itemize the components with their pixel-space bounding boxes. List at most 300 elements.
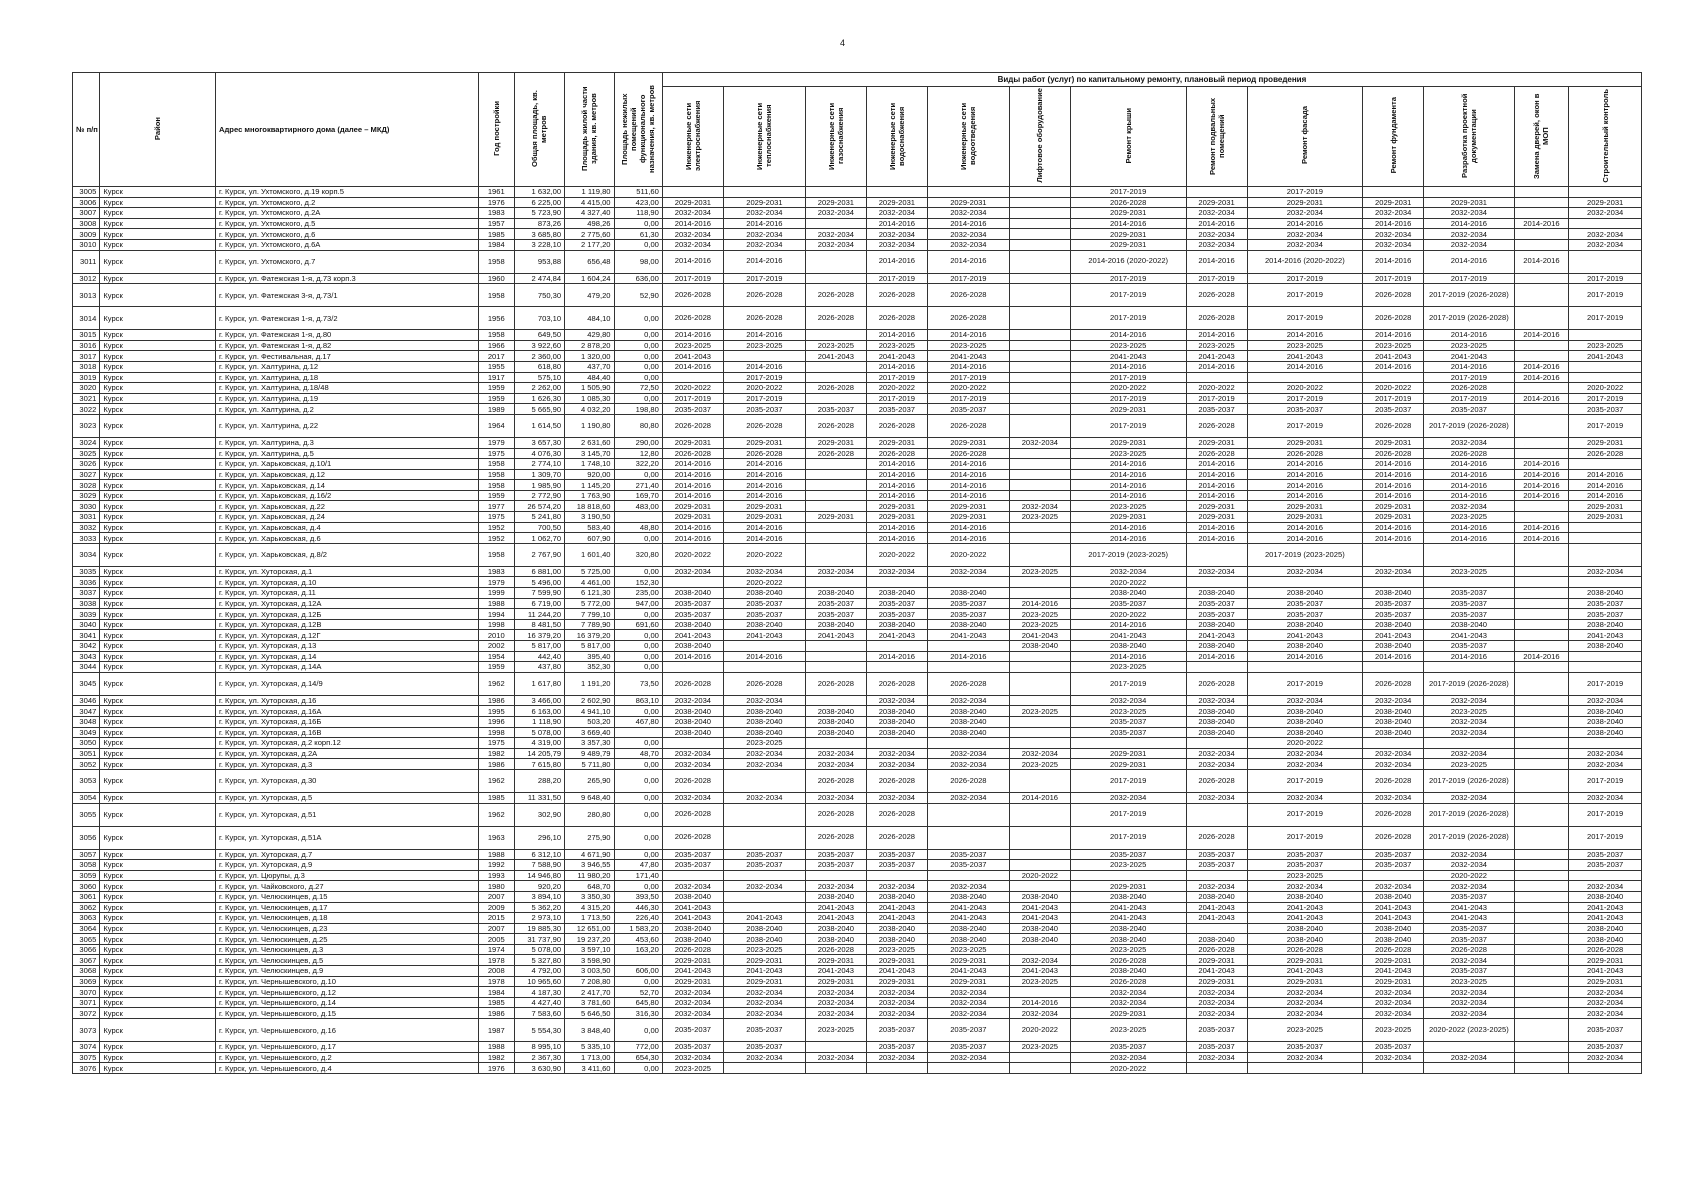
cell-work-6: 2032-2034 <box>1070 695 1186 706</box>
cell-num: 3010 <box>73 239 100 250</box>
cell-work-2: 2038-2040 <box>805 588 866 599</box>
cell-work-8: 2035-2037 <box>1247 598 1363 609</box>
cell-total-area: 5 362,20 <box>514 902 564 913</box>
cell-work-11 <box>1514 1063 1569 1074</box>
cell-work-7: 2041-2043 <box>1186 902 1247 913</box>
cell-nonliving-area: 271,40 <box>614 480 662 491</box>
cell-work-1 <box>723 769 805 792</box>
cell-work-7: 2032-2034 <box>1186 881 1247 892</box>
header-district: Район <box>100 73 216 187</box>
cell-living-area: 1 505,90 <box>565 383 614 394</box>
cell-living-area: 7 789,90 <box>565 619 614 630</box>
cell-work-9: 2023-2025 <box>1363 340 1424 351</box>
cell-num: 3019 <box>73 372 100 383</box>
cell-living-area: 3 946,55 <box>565 860 614 871</box>
cell-work-10: 2032-2034 <box>1424 437 1514 448</box>
cell-work-6: 2014-2016 <box>1070 361 1186 372</box>
cell-work-0: 2017-2019 <box>662 273 723 284</box>
cell-work-0 <box>662 870 723 881</box>
cell-total-area: 10 965,60 <box>514 976 564 987</box>
cell-work-3: 2038-2040 <box>866 891 927 902</box>
cell-work-5: 2014-2016 <box>1009 792 1070 803</box>
cell-work-4: 2014-2016 <box>927 250 1009 273</box>
table-row <box>73 619 1642 630</box>
cell-living-area: 395,40 <box>565 651 614 662</box>
cell-num: 3057 <box>73 849 100 860</box>
cell-work-12: 2041-2043 <box>1569 630 1642 641</box>
cell-work-8: 2032-2034 <box>1247 566 1363 577</box>
cell-address: г. Курск, ул. Ухтомского, д.2А <box>216 208 479 219</box>
cell-living-area: 479,20 <box>565 284 614 307</box>
cell-work-4: 2035-2037 <box>927 860 1009 871</box>
cell-year: 1978 <box>478 976 514 987</box>
cell-work-1 <box>723 891 805 902</box>
table-row <box>73 881 1642 892</box>
table-row <box>73 609 1642 620</box>
cell-work-11 <box>1514 976 1569 987</box>
cell-work-6: 2035-2037 <box>1070 849 1186 860</box>
cell-work-12 <box>1569 577 1642 588</box>
cell-district: Курск <box>100 672 216 695</box>
cell-year: 1988 <box>478 1042 514 1053</box>
cell-work-12: 2038-2040 <box>1569 891 1642 902</box>
cell-work-10: 2032-2034 <box>1424 208 1514 219</box>
cell-work-2 <box>805 651 866 662</box>
cell-work-6: 2020-2022 <box>1070 609 1186 620</box>
cell-work-10: 2023-2025 <box>1424 566 1514 577</box>
cell-work-2: 2041-2043 <box>805 351 866 362</box>
cell-work-0: 2017-2019 <box>662 393 723 404</box>
table-row <box>73 891 1642 902</box>
cell-work-2: 2032-2034 <box>805 759 866 770</box>
cell-address: г. Курск, ул. Челюскинцев, д.17 <box>216 902 479 913</box>
cell-work-3: 2035-2037 <box>866 609 927 620</box>
cell-work-12: 2032-2034 <box>1569 208 1642 219</box>
cell-work-12: 2014-2016 <box>1569 480 1642 491</box>
cell-work-12: 2032-2034 <box>1569 792 1642 803</box>
cell-district: Курск <box>100 987 216 998</box>
cell-work-12 <box>1569 361 1642 372</box>
cell-work-11 <box>1514 273 1569 284</box>
cell-district: Курск <box>100 208 216 219</box>
cell-work-6: 2029-2031 <box>1070 1008 1186 1019</box>
cell-work-2: 2029-2031 <box>805 976 866 987</box>
cell-work-6: 2020-2022 <box>1070 383 1186 394</box>
cell-work-0: 2014-2016 <box>662 469 723 480</box>
cell-work-3: 2020-2022 <box>866 383 927 394</box>
cell-address: г. Курск, ул. Хуторская, д.5 <box>216 792 479 803</box>
cell-work-2: 2041-2043 <box>805 630 866 641</box>
cell-address: г. Курск, ул. Харьковская, д.8/2 <box>216 543 479 566</box>
cell-work-1: 2029-2031 <box>723 437 805 448</box>
cell-work-9: 2026-2028 <box>1363 944 1424 955</box>
cell-work-11 <box>1514 997 1569 1008</box>
cell-work-9: 2014-2016 <box>1363 490 1424 501</box>
cell-work-12: 2041-2043 <box>1569 351 1642 362</box>
cell-district: Курск <box>100 522 216 533</box>
cell-nonliving-area: 0,00 <box>614 307 662 330</box>
table-row <box>73 437 1642 448</box>
table-row <box>73 239 1642 250</box>
cell-work-1: 2029-2031 <box>723 501 805 512</box>
cell-total-area: 19 885,30 <box>514 923 564 934</box>
cell-work-11 <box>1514 923 1569 934</box>
cell-work-11 <box>1514 229 1569 240</box>
cell-work-1: 2035-2037 <box>723 609 805 620</box>
cell-living-area: 3 411,60 <box>565 1063 614 1074</box>
cell-work-6: 2026-2028 <box>1070 955 1186 966</box>
cell-work-7 <box>1186 372 1247 383</box>
cell-work-1: 2026-2028 <box>723 448 805 459</box>
cell-total-area: 5 554,30 <box>514 1019 564 1042</box>
cell-work-4: 2038-2040 <box>927 891 1009 902</box>
cell-nonliving-area: 320,80 <box>614 543 662 566</box>
cell-work-6: 2017-2019 <box>1070 187 1186 198</box>
cell-nonliving-area: 163,20 <box>614 944 662 955</box>
cell-work-1: 2014-2016 <box>723 459 805 470</box>
cell-work-10: 2041-2043 <box>1424 913 1514 924</box>
cell-work-0: 2029-2031 <box>662 955 723 966</box>
cell-work-2: 2038-2040 <box>805 716 866 727</box>
cell-work-9: 2038-2040 <box>1363 727 1424 738</box>
cell-num: 3024 <box>73 437 100 448</box>
cell-nonliving-area: 316,30 <box>614 1008 662 1019</box>
cell-work-8: 2014-2016 <box>1247 218 1363 229</box>
cell-address: г. Курск, ул. Харьковская, д.14 <box>216 480 479 491</box>
cell-work-1: 2041-2043 <box>723 966 805 977</box>
cell-work-0: 2032-2034 <box>662 748 723 759</box>
cell-work-11 <box>1514 891 1569 902</box>
cell-work-10 <box>1424 187 1514 198</box>
cell-total-area: 750,30 <box>514 284 564 307</box>
cell-living-area: 3 848,40 <box>565 1019 614 1042</box>
cell-year: 1955 <box>478 361 514 372</box>
cell-work-10: 2014-2016 <box>1424 218 1514 229</box>
cell-work-2: 2026-2028 <box>805 448 866 459</box>
cell-work-8: 2035-2037 <box>1247 404 1363 415</box>
cell-living-area: 4 671,90 <box>565 849 614 860</box>
cell-district: Курск <box>100 891 216 902</box>
cell-work-4: 2029-2031 <box>927 437 1009 448</box>
cell-work-4: 2038-2040 <box>927 934 1009 945</box>
cell-work-0: 2032-2034 <box>662 695 723 706</box>
cell-num: 3076 <box>73 1063 100 1074</box>
header-work-5: Лифтовое оборудование <box>1009 87 1070 187</box>
cell-work-10: 2014-2016 <box>1424 459 1514 470</box>
cell-district: Курск <box>100 944 216 955</box>
cell-district: Курск <box>100 913 216 924</box>
cell-work-2 <box>805 361 866 372</box>
header-work-3: Инженерные сети водоснабжения <box>866 87 927 187</box>
cell-district: Курск <box>100 706 216 717</box>
cell-work-3: 2014-2016 <box>866 469 927 480</box>
cell-work-11 <box>1514 759 1569 770</box>
cell-work-3 <box>866 738 927 749</box>
cell-living-area: 9 489,79 <box>565 748 614 759</box>
cell-work-11: 2014-2016 <box>1514 393 1569 404</box>
cell-work-5: 2023-2025 <box>1009 706 1070 717</box>
cell-work-0: 2041-2043 <box>662 902 723 913</box>
cell-work-6: 2038-2040 <box>1070 923 1186 934</box>
cell-year: 1959 <box>478 393 514 404</box>
cell-address: г. Курск, ул. Челюскинцев, д.23 <box>216 923 479 934</box>
cell-work-11: 2014-2016 <box>1514 459 1569 470</box>
cell-nonliving-area: 0,00 <box>614 641 662 652</box>
cell-work-7 <box>1186 803 1247 826</box>
cell-nonliving-area: 0,00 <box>614 361 662 372</box>
cell-num: 3060 <box>73 881 100 892</box>
cell-address: г. Курск, ул. Чернышевского, д.2 <box>216 1052 479 1063</box>
cell-work-11 <box>1514 351 1569 362</box>
cell-work-2: 2041-2043 <box>805 902 866 913</box>
cell-work-9: 2020-2022 <box>1363 383 1424 394</box>
cell-work-11 <box>1514 1008 1569 1019</box>
cell-work-3: 2035-2037 <box>866 404 927 415</box>
cell-work-11 <box>1514 383 1569 394</box>
cell-work-5 <box>1009 1063 1070 1074</box>
cell-living-area: 429,80 <box>565 330 614 341</box>
cell-work-6: 2023-2025 <box>1070 448 1186 459</box>
cell-work-9: 2026-2028 <box>1363 448 1424 459</box>
table-row <box>73 393 1642 404</box>
cell-work-7: 2032-2034 <box>1186 792 1247 803</box>
cell-num: 3017 <box>73 351 100 362</box>
cell-work-3: 2014-2016 <box>866 218 927 229</box>
cell-work-9: 2032-2034 <box>1363 1008 1424 1019</box>
cell-work-0: 2038-2040 <box>662 923 723 934</box>
cell-nonliving-area <box>614 727 662 738</box>
cell-work-12: 2032-2034 <box>1569 987 1642 998</box>
cell-year: 1959 <box>478 383 514 394</box>
cell-work-0: 2032-2034 <box>662 1008 723 1019</box>
cell-work-1: 2035-2037 <box>723 860 805 871</box>
cell-work-1: 2032-2034 <box>723 792 805 803</box>
cell-district: Курск <box>100 641 216 652</box>
cell-work-12: 2035-2037 <box>1569 860 1642 871</box>
cell-work-7 <box>1186 923 1247 934</box>
cell-address: г. Курск, ул. Чернышевского, д.16 <box>216 1019 479 1042</box>
cell-year: 1964 <box>478 414 514 437</box>
cell-work-6: 2029-2031 <box>1070 229 1186 240</box>
cell-work-6: 2014-2016 <box>1070 522 1186 533</box>
cell-work-3: 2029-2031 <box>866 955 927 966</box>
cell-year: 1994 <box>478 609 514 620</box>
cell-address: г. Курск, ул. Халтурина, д.3 <box>216 437 479 448</box>
cell-work-8: 2041-2043 <box>1247 913 1363 924</box>
cell-year: 1985 <box>478 229 514 240</box>
cell-work-12: 2032-2034 <box>1569 239 1642 250</box>
cell-work-8: 2032-2034 <box>1247 881 1363 892</box>
cell-work-9 <box>1363 1063 1424 1074</box>
cell-work-1: 2026-2028 <box>723 414 805 437</box>
table-row <box>73 672 1642 695</box>
cell-num: 3042 <box>73 641 100 652</box>
cell-living-area: 19 237,20 <box>565 934 614 945</box>
cell-work-3: 2035-2037 <box>866 598 927 609</box>
cell-total-area: 700,50 <box>514 522 564 533</box>
cell-work-1: 2035-2037 <box>723 1019 805 1042</box>
cell-work-4: 2032-2034 <box>927 229 1009 240</box>
cell-address: г. Курск, ул. Фестивальная, д.17 <box>216 351 479 362</box>
cell-address: г. Курск, ул. Хуторская, д.12А <box>216 598 479 609</box>
cell-address: г. Курск, ул. Халтурина, д.2 <box>216 404 479 415</box>
cell-work-11 <box>1514 987 1569 998</box>
cell-work-6: 2029-2031 <box>1070 881 1186 892</box>
cell-work-0: 2029-2031 <box>662 437 723 448</box>
cell-work-3: 2035-2037 <box>866 849 927 860</box>
cell-work-2: 2023-2025 <box>805 1019 866 1042</box>
cell-work-8: 2032-2034 <box>1247 1052 1363 1063</box>
cell-work-6: 2029-2031 <box>1070 512 1186 523</box>
cell-work-0: 2035-2037 <box>662 860 723 871</box>
cell-work-0: 2032-2034 <box>662 792 723 803</box>
cell-work-7: 2026-2028 <box>1186 826 1247 849</box>
cell-total-area: 2 767,90 <box>514 543 564 566</box>
header-living-area: Площадь жилой части здания, кв. метров <box>565 73 614 187</box>
cell-work-4: 2035-2037 <box>927 1042 1009 1053</box>
cell-work-9: 2029-2031 <box>1363 955 1424 966</box>
cell-work-12: 2032-2034 <box>1569 229 1642 240</box>
cell-nonliving-area: 171,40 <box>614 870 662 881</box>
cell-work-5 <box>1009 672 1070 695</box>
cell-num: 3032 <box>73 522 100 533</box>
cell-total-area: 1 062,70 <box>514 533 564 544</box>
cell-work-7: 2026-2028 <box>1186 414 1247 437</box>
cell-work-11 <box>1514 1052 1569 1063</box>
cell-work-1: 2023-2025 <box>723 340 805 351</box>
cell-nonliving-area: 654,30 <box>614 1052 662 1063</box>
cell-work-5 <box>1009 393 1070 404</box>
cell-work-1: 2038-2040 <box>723 923 805 934</box>
cell-work-0 <box>662 577 723 588</box>
cell-work-6: 2017-2019 <box>1070 803 1186 826</box>
cell-num: 3038 <box>73 598 100 609</box>
cell-work-0: 2014-2016 <box>662 250 723 273</box>
cell-work-12: 2017-2019 <box>1569 672 1642 695</box>
cell-work-1: 2014-2016 <box>723 490 805 501</box>
cell-work-4: 2032-2034 <box>927 208 1009 219</box>
cell-nonliving-area: 645,80 <box>614 997 662 1008</box>
cell-work-10: 2032-2034 <box>1424 849 1514 860</box>
cell-work-2 <box>805 577 866 588</box>
cell-address: г. Курск, ул. Харьковская, д.6 <box>216 533 479 544</box>
cell-work-8: 2014-2016 <box>1247 651 1363 662</box>
cell-living-area: 3 357,30 <box>565 738 614 749</box>
cell-year: 1976 <box>478 197 514 208</box>
cell-work-0: 2032-2034 <box>662 759 723 770</box>
cell-work-7: 2038-2040 <box>1186 727 1247 738</box>
cell-work-4: 2017-2019 <box>927 393 1009 404</box>
cell-work-11 <box>1514 706 1569 717</box>
cell-work-0: 2029-2031 <box>662 197 723 208</box>
cell-work-5 <box>1009 459 1070 470</box>
header-work-9: Ремонт фундамента <box>1363 87 1424 187</box>
cell-work-11 <box>1514 598 1569 609</box>
cell-work-4: 2038-2040 <box>927 727 1009 738</box>
cell-living-area: 9 648,40 <box>565 792 614 803</box>
cell-nonliving-area <box>614 512 662 523</box>
cell-work-3: 2032-2034 <box>866 997 927 1008</box>
cell-work-8: 2032-2034 <box>1247 792 1363 803</box>
cell-work-4: 2035-2037 <box>927 849 1009 860</box>
cell-work-10: 2014-2016 <box>1424 469 1514 480</box>
cell-nonliving-area: 0,00 <box>614 609 662 620</box>
cell-work-2: 2026-2028 <box>805 803 866 826</box>
cell-work-0: 2020-2022 <box>662 383 723 394</box>
cell-num: 3030 <box>73 501 100 512</box>
cell-work-3: 2017-2019 <box>866 372 927 383</box>
cell-nonliving-area: 0,00 <box>614 1063 662 1074</box>
cell-total-area: 920,20 <box>514 881 564 892</box>
table-row <box>73 1063 1642 1074</box>
cell-nonliving-area: 0,00 <box>614 738 662 749</box>
cell-work-8: 2032-2034 <box>1247 987 1363 998</box>
cell-work-11 <box>1514 955 1569 966</box>
cell-nonliving-area: 393,50 <box>614 891 662 902</box>
table-row <box>73 522 1642 533</box>
cell-work-7: 2014-2016 <box>1186 250 1247 273</box>
cell-work-0 <box>662 372 723 383</box>
cell-address: г. Курск, ул. Хуторская, д.51 <box>216 803 479 826</box>
cell-year: 1985 <box>478 792 514 803</box>
cell-work-7: 2041-2043 <box>1186 630 1247 641</box>
cell-work-5 <box>1009 229 1070 240</box>
cell-work-0: 2038-2040 <box>662 716 723 727</box>
cell-work-4: 2029-2031 <box>927 197 1009 208</box>
cell-total-area: 2 973,10 <box>514 913 564 924</box>
cell-work-11 <box>1514 543 1569 566</box>
cell-num: 3055 <box>73 803 100 826</box>
cell-work-5 <box>1009 522 1070 533</box>
cell-work-3: 2032-2034 <box>866 1052 927 1063</box>
cell-work-1: 2032-2034 <box>723 695 805 706</box>
cell-num: 3009 <box>73 229 100 240</box>
cell-num: 3054 <box>73 792 100 803</box>
cell-work-5 <box>1009 480 1070 491</box>
cell-work-6: 2023-2025 <box>1070 662 1186 673</box>
cell-work-8: 2032-2034 <box>1247 239 1363 250</box>
cell-work-12: 2038-2040 <box>1569 619 1642 630</box>
cell-work-11 <box>1514 501 1569 512</box>
repair-plan-table-container <box>72 72 1642 1074</box>
cell-work-8: 2017-2019 <box>1247 187 1363 198</box>
cell-work-0 <box>662 738 723 749</box>
cell-district: Курск <box>100 307 216 330</box>
cell-work-2 <box>805 1063 866 1074</box>
cell-nonliving-area: 322,20 <box>614 459 662 470</box>
cell-work-1: 2014-2016 <box>723 469 805 480</box>
cell-work-8: 2035-2037 <box>1247 1042 1363 1053</box>
cell-total-area: 7 615,80 <box>514 759 564 770</box>
cell-year: 1956 <box>478 307 514 330</box>
cell-work-7: 2032-2034 <box>1186 759 1247 770</box>
cell-work-6: 2029-2031 <box>1070 208 1186 219</box>
cell-work-4: 2032-2034 <box>927 566 1009 577</box>
cell-nonliving-area: 118,90 <box>614 208 662 219</box>
cell-work-9 <box>1363 187 1424 198</box>
cell-district: Курск <box>100 229 216 240</box>
cell-work-7: 2026-2028 <box>1186 448 1247 459</box>
cell-work-7: 2029-2031 <box>1186 955 1247 966</box>
cell-work-8: 2032-2034 <box>1247 997 1363 1008</box>
cell-work-3: 2017-2019 <box>866 273 927 284</box>
cell-work-6: 2014-2016 <box>1070 651 1186 662</box>
cell-work-5: 2032-2034 <box>1009 955 1070 966</box>
cell-address: г. Курск, ул. Челюскинцев, д.15 <box>216 891 479 902</box>
cell-work-11: 2014-2016 <box>1514 218 1569 229</box>
cell-year: 1982 <box>478 1052 514 1063</box>
table-row <box>73 651 1642 662</box>
